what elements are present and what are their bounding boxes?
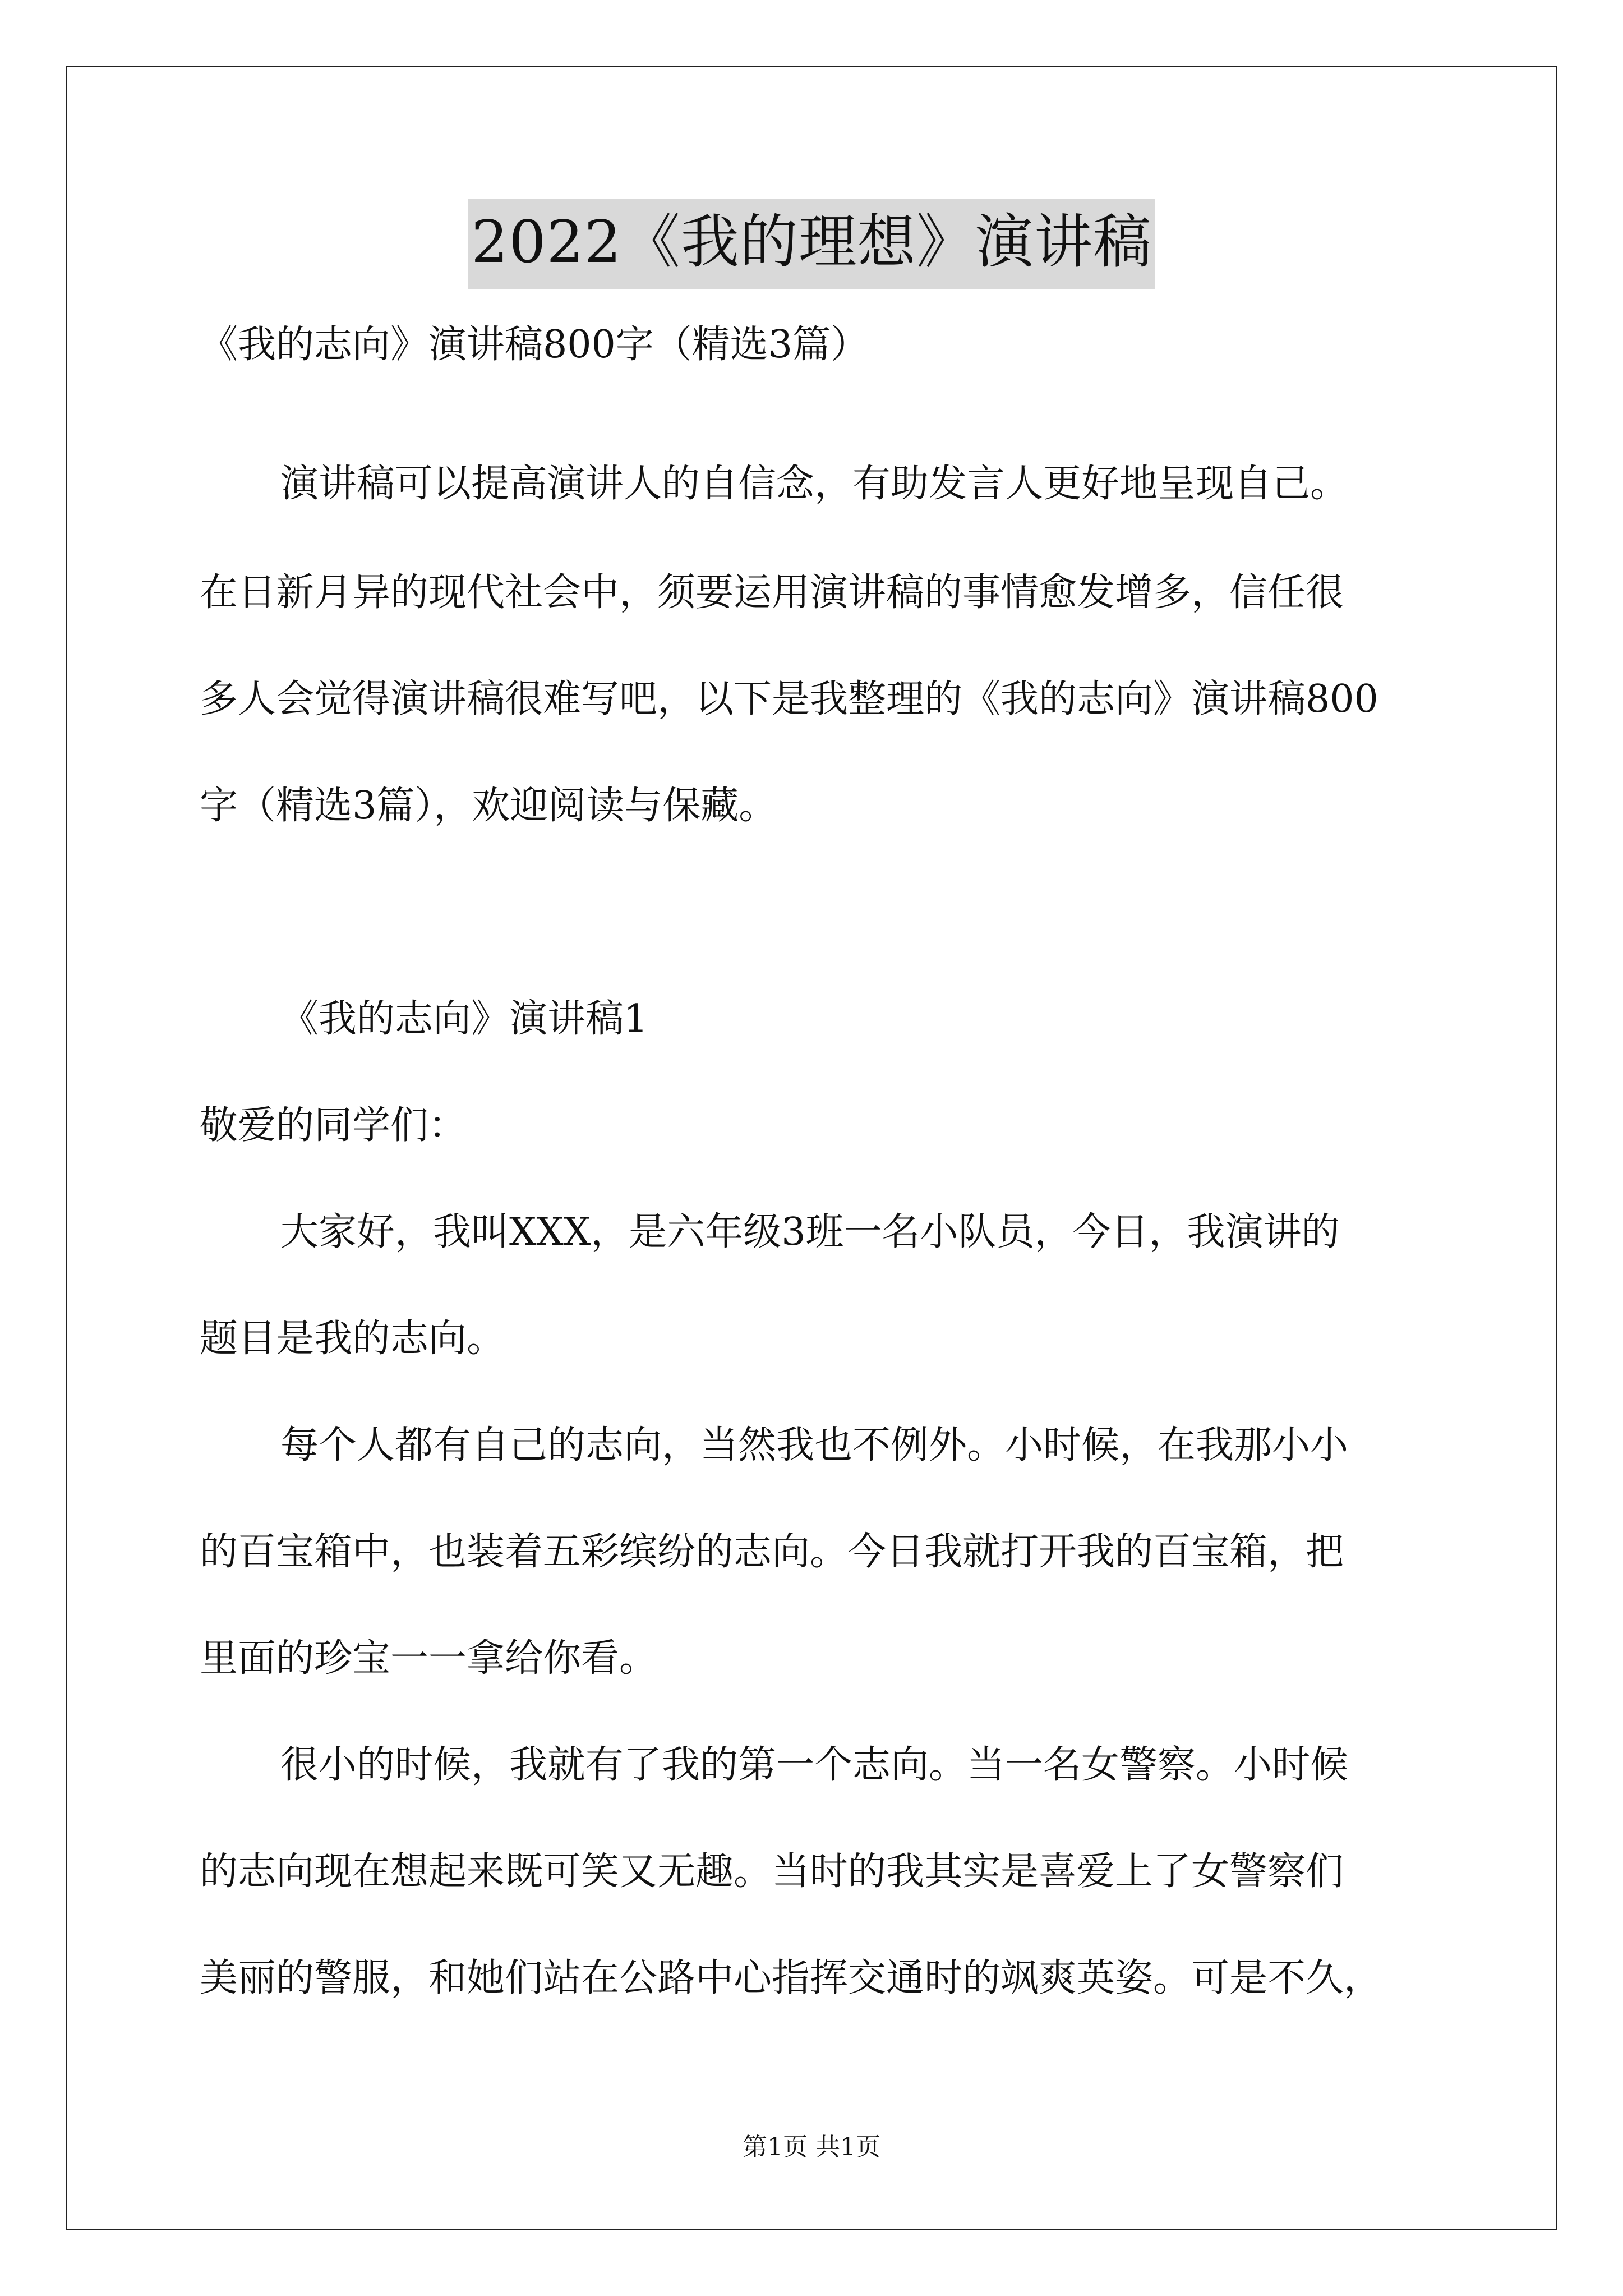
section-heading: 《我的志向》演讲稿1	[280, 997, 648, 1041]
document-subtitle: 《我的志向》演讲稿800字（精选3篇）	[200, 323, 869, 367]
page-number-footer: 第1页 共1页	[743, 2133, 880, 2161]
intro-line: 演讲稿可以提高演讲人的自信念，有助发言人更好地呈现自己。	[280, 462, 1349, 506]
body-line: 很小的时候，我就有了我的第一个志向。当一名女警察。小时候	[280, 1743, 1349, 1787]
salutation: 敬爱的同学们：	[200, 1103, 467, 1148]
body-line: 里面的珍宝一一拿给你看。	[200, 1636, 658, 1681]
body-line: 美丽的警服，和她们站在公路中心指挥交通时的飒爽英姿。可是不久，	[200, 1956, 1382, 2000]
body-line: 题目是我的志向。	[200, 1317, 505, 1361]
document-title: 2022《我的理想》演讲稿	[468, 199, 1155, 289]
intro-line: 字（精选3篇），欢迎阅读与保藏。	[200, 784, 777, 828]
body-line: 的志向现在想起来既可笑又无趣。当时的我其实是喜爱上了女警察们	[200, 1849, 1344, 1894]
body-line: 每个人都有自己的志向，当然我也不例外。小时候，在我那小小	[280, 1423, 1349, 1467]
intro-line: 多人会觉得演讲稿很难写吧，以下是我整理的《我的志向》演讲稿800	[200, 677, 1378, 721]
title-container	[0, 199, 1623, 289]
intro-line: 在日新月异的现代社会中，须要运用演讲稿的事情愈发增多，信任很	[200, 570, 1344, 615]
body-line: 的百宝箱中，也装着五彩缤纷的志向。今日我就打开我的百宝箱，把	[200, 1530, 1344, 1574]
body-line: 大家好，我叫XXX，是六年级3班一名小队员，今日，我演讲的	[280, 1210, 1340, 1254]
